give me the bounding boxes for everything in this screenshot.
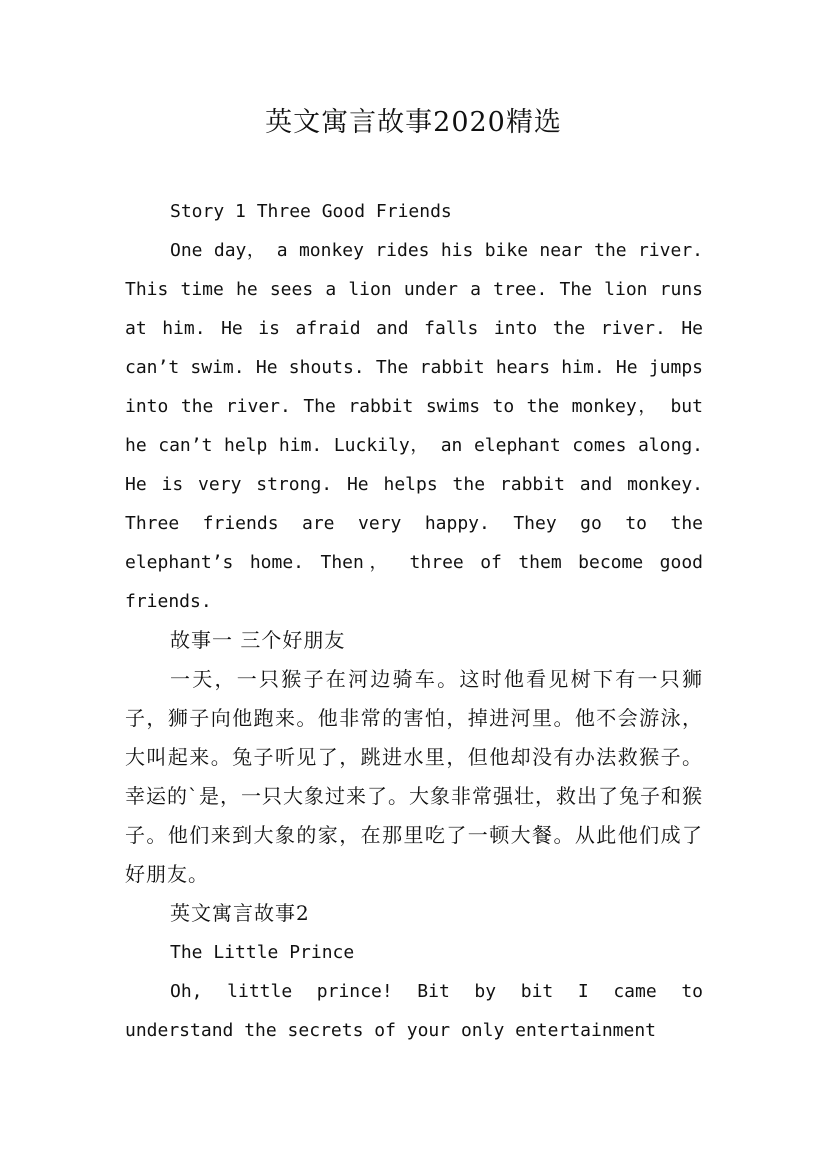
story1-chinese-heading: 故事一 三个好朋友 [170,628,346,652]
story1-heading: Story 1 Three Good Friends [170,201,452,222]
story1-chinese-text: 一天，一只猴子在河边骑车。这时他看见树下有一只狮子，狮子向他跑来。他非常的害怕，掉进河里。他不会游泳，大叫起来。兔子听见了，跳进水里，但他却没有办法救猴子。幸运的`是，一只大象过来了。大象非常强壮，救出了兔子和猴子。他们来到大象的家，在那里吃了一顿大餐。从此他们成了好朋友。 [125,667,703,886]
story2-english-text: Oh, little prince! Bit by bit I came to understand the secrets of your only entertainment [125,981,703,1041]
document-title: 英文寓言故事2020精选 [265,107,562,138]
story2-heading: The Little Prince [170,942,355,963]
story1-english-text: One day， a monkey rides his bike near the river. This time he sees a lion under a tree. The lion runs at him. He is afraid and falls into the river. He can’t swim. He shouts. The rabbit hears him. He jumps into the river. The rabbit swims to the monkey， but he can’t help him. Luckily， an elephant comes along. He is very strong. He helps the rabbit and monkey. Three friends are very happy. They go to the elephant’s home. Then， three of them become good friends. [125,240,703,612]
story2-chinese-heading: 英文寓言故事2 [170,901,310,925]
document-body [125,192,703,1050]
